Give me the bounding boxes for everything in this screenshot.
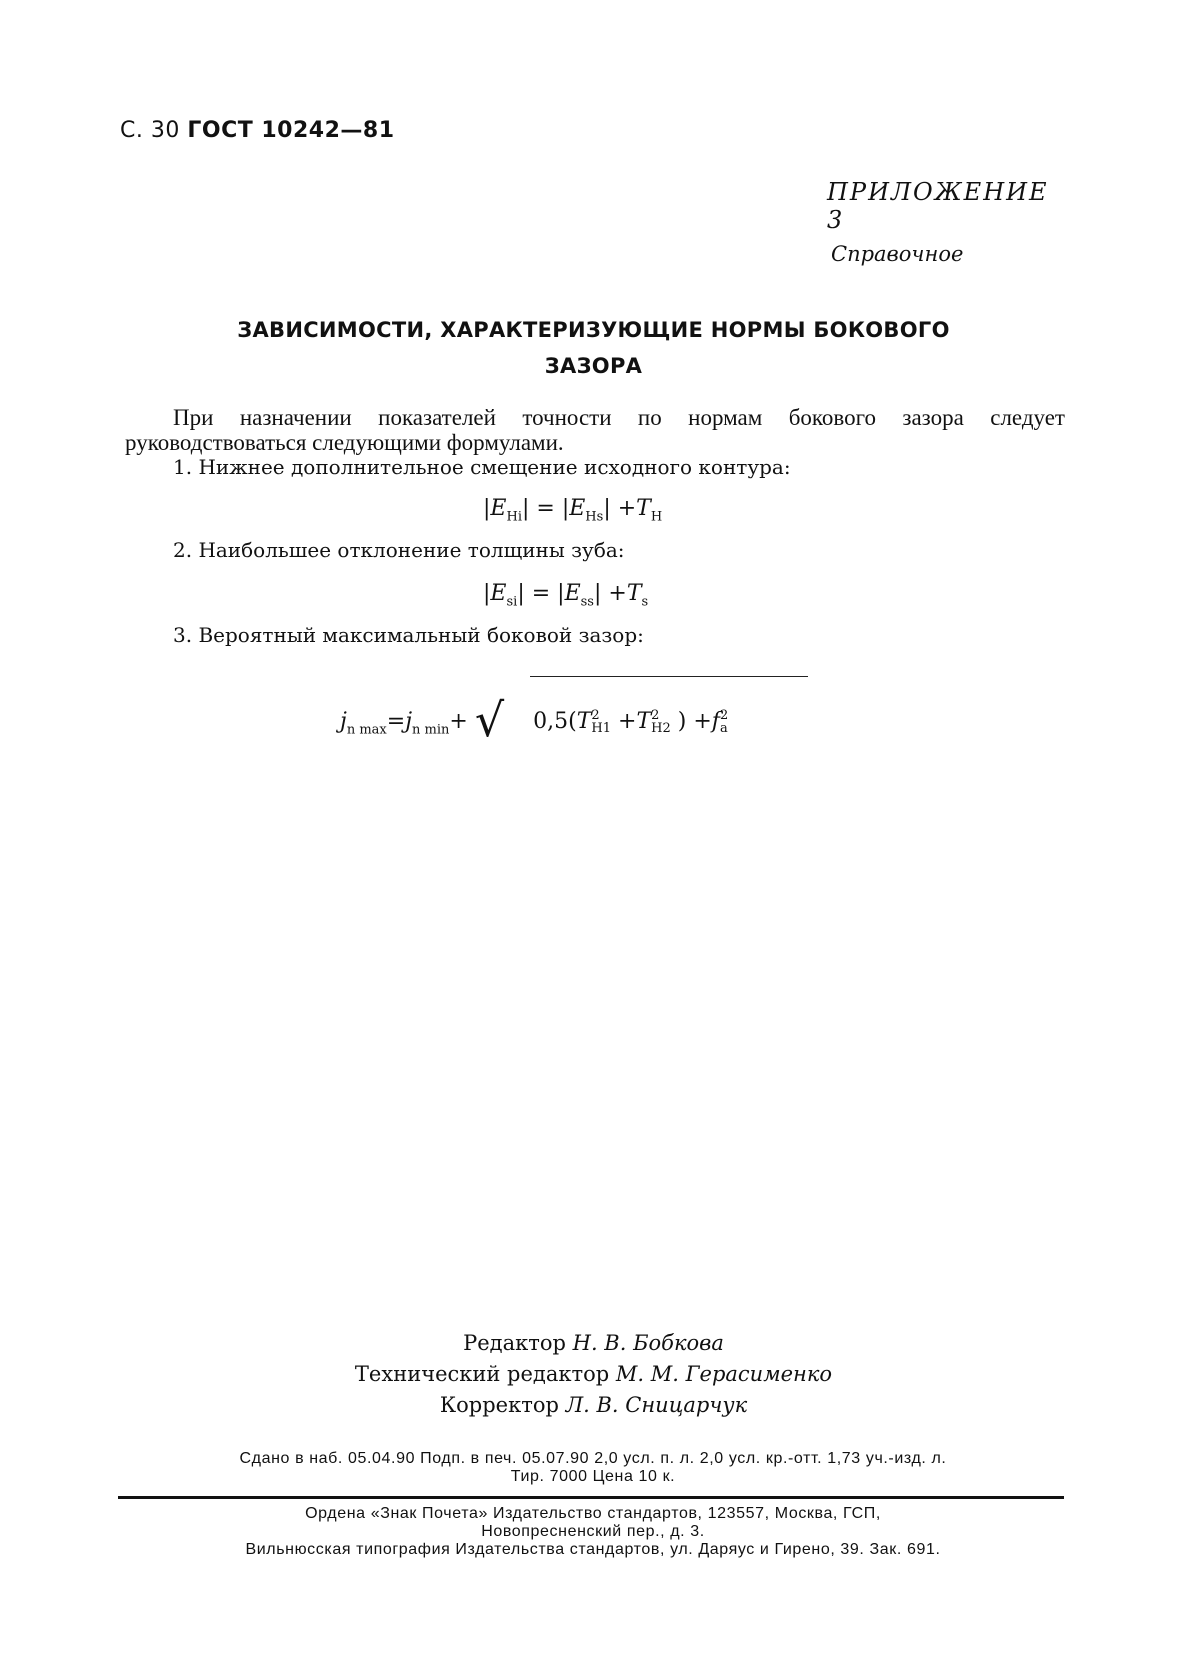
formula-3-t2-power: 2 xyxy=(651,708,660,723)
proofreader-role: Корректор xyxy=(439,1393,559,1417)
formula-2-rhs-sub: ss xyxy=(580,594,594,610)
publisher-info xyxy=(118,1505,1068,1559)
imprint-line-1: Сдано в наб. 05.04.90 Подп. в печ. 05.07.90 2,0 усл. п. л. 2,0 усл. кр.-отт. 1,73 уч.-изд. л. xyxy=(239,1450,947,1467)
item-3-label: 3. Вероятный максимальный боковой зазор: xyxy=(173,623,644,647)
formula-2-lhs-symbol: E xyxy=(490,581,507,606)
credits xyxy=(0,1328,1187,1421)
formula-3-close: ) xyxy=(677,709,687,734)
appendix-title: ПРИЛОЖЕНИЕ 3 xyxy=(827,178,1049,234)
formula-3-t2-sub: H2 xyxy=(651,721,671,736)
editor-name: Н. В. Бобкова xyxy=(572,1331,724,1355)
formula-3-t1: T xyxy=(576,709,592,734)
formula-1-add-sub: H xyxy=(650,509,663,525)
formula-3-f-power: 2 xyxy=(719,708,729,723)
formula-3-coef: 0,5( xyxy=(533,709,577,734)
formula-1: $|E_{Hi}| = |E_{Hs}| +T_H$ xyxy=(483,496,663,525)
formula-2: $|E_{si}| = |E_{ss}| +T_s$ xyxy=(483,581,649,610)
formula-3-f: f xyxy=(711,709,720,734)
sqrt-bar xyxy=(530,676,808,677)
editor-role: Редактор xyxy=(463,1331,566,1355)
publisher-line-3: Вильнюсская типография Издательства стандартов, ул. Даряус и Гирено, 39. Зак. 691. xyxy=(245,1541,941,1558)
document-title xyxy=(0,312,1187,384)
formula-1-lhs-symbol: E xyxy=(490,496,507,521)
proofreader-name: Л. В. Сницарчук xyxy=(565,1393,748,1417)
imprint xyxy=(118,1450,1068,1486)
formula-2-add-symbol: T xyxy=(626,581,642,606)
item-2-label: 2. Наибольшее отклонение толщины зуба: xyxy=(173,538,625,562)
formula-2-rhs-symbol: E xyxy=(564,581,581,606)
page-number: С. 30 xyxy=(120,118,180,143)
item-1-label: 1. Нижнее дополнительное смещение исходного контура: xyxy=(173,455,791,479)
appendix-marker xyxy=(827,178,1067,266)
formula-1-lhs-sub: Hi xyxy=(506,509,522,525)
tech-editor-role: Технический редактор xyxy=(354,1362,610,1386)
formula-3-rhs: j xyxy=(405,709,413,734)
formula-3-f-sub: a xyxy=(719,721,728,736)
page-header xyxy=(120,118,395,143)
intro-paragraph xyxy=(125,405,1065,455)
formula-2-lhs-sub: si xyxy=(506,594,518,610)
formula-1-add-symbol: T xyxy=(636,496,651,521)
intro-line-2: руководствоваться следующими формулами. xyxy=(125,430,564,455)
tech-editor-name: М. М. Герасименко xyxy=(615,1362,833,1386)
formula-3: $j_{n max}=j_{n min}+$ √ 0,5(T 2 H1 +T 2 H2 ) +f 2 a xyxy=(340,693,729,747)
publisher-line-2: Новопресненский пер., д. 3. xyxy=(481,1523,705,1540)
title-line-2: ЗАЗОРА xyxy=(544,354,643,378)
formula-1-rhs-symbol: E xyxy=(569,496,586,521)
formula-3-t2: T xyxy=(636,709,652,734)
credit-editor xyxy=(0,1328,1187,1359)
imprint-line-2: Тир. 7000 Цена 10 к. xyxy=(510,1468,676,1485)
formula-3-t1-power: 2 xyxy=(591,708,600,723)
formula-3-lhs-sub: n max xyxy=(346,722,387,738)
sqrt-icon: √ xyxy=(474,693,505,747)
formula-3-rhs-sub: n min xyxy=(412,722,450,738)
publisher-line-1: Ордена «Знак Почета» Издательство стандартов, 123557, Москва, ГСП, xyxy=(305,1505,881,1522)
title-line-1: ЗАВИСИМОСТИ, ХАРАКТЕРИЗУЮЩИЕ НОРМЫ БОКОВОГО xyxy=(237,318,950,342)
formula-3-t1-sub: H1 xyxy=(591,721,612,736)
formula-2-add-sub: s xyxy=(641,594,649,610)
formula-1-rhs-sub: Hs xyxy=(585,509,604,525)
standard-number: ГОСТ 10242—81 xyxy=(187,118,395,143)
credit-proofreader xyxy=(0,1390,1187,1421)
formula-3-lhs: j xyxy=(340,709,347,734)
intro-line-1: При назначении показателей точности по нормам бокового зазора следует xyxy=(173,405,1065,430)
credit-tech-editor xyxy=(0,1359,1187,1390)
divider-rule xyxy=(118,1496,1064,1499)
appendix-subtitle: Справочное xyxy=(831,242,964,266)
